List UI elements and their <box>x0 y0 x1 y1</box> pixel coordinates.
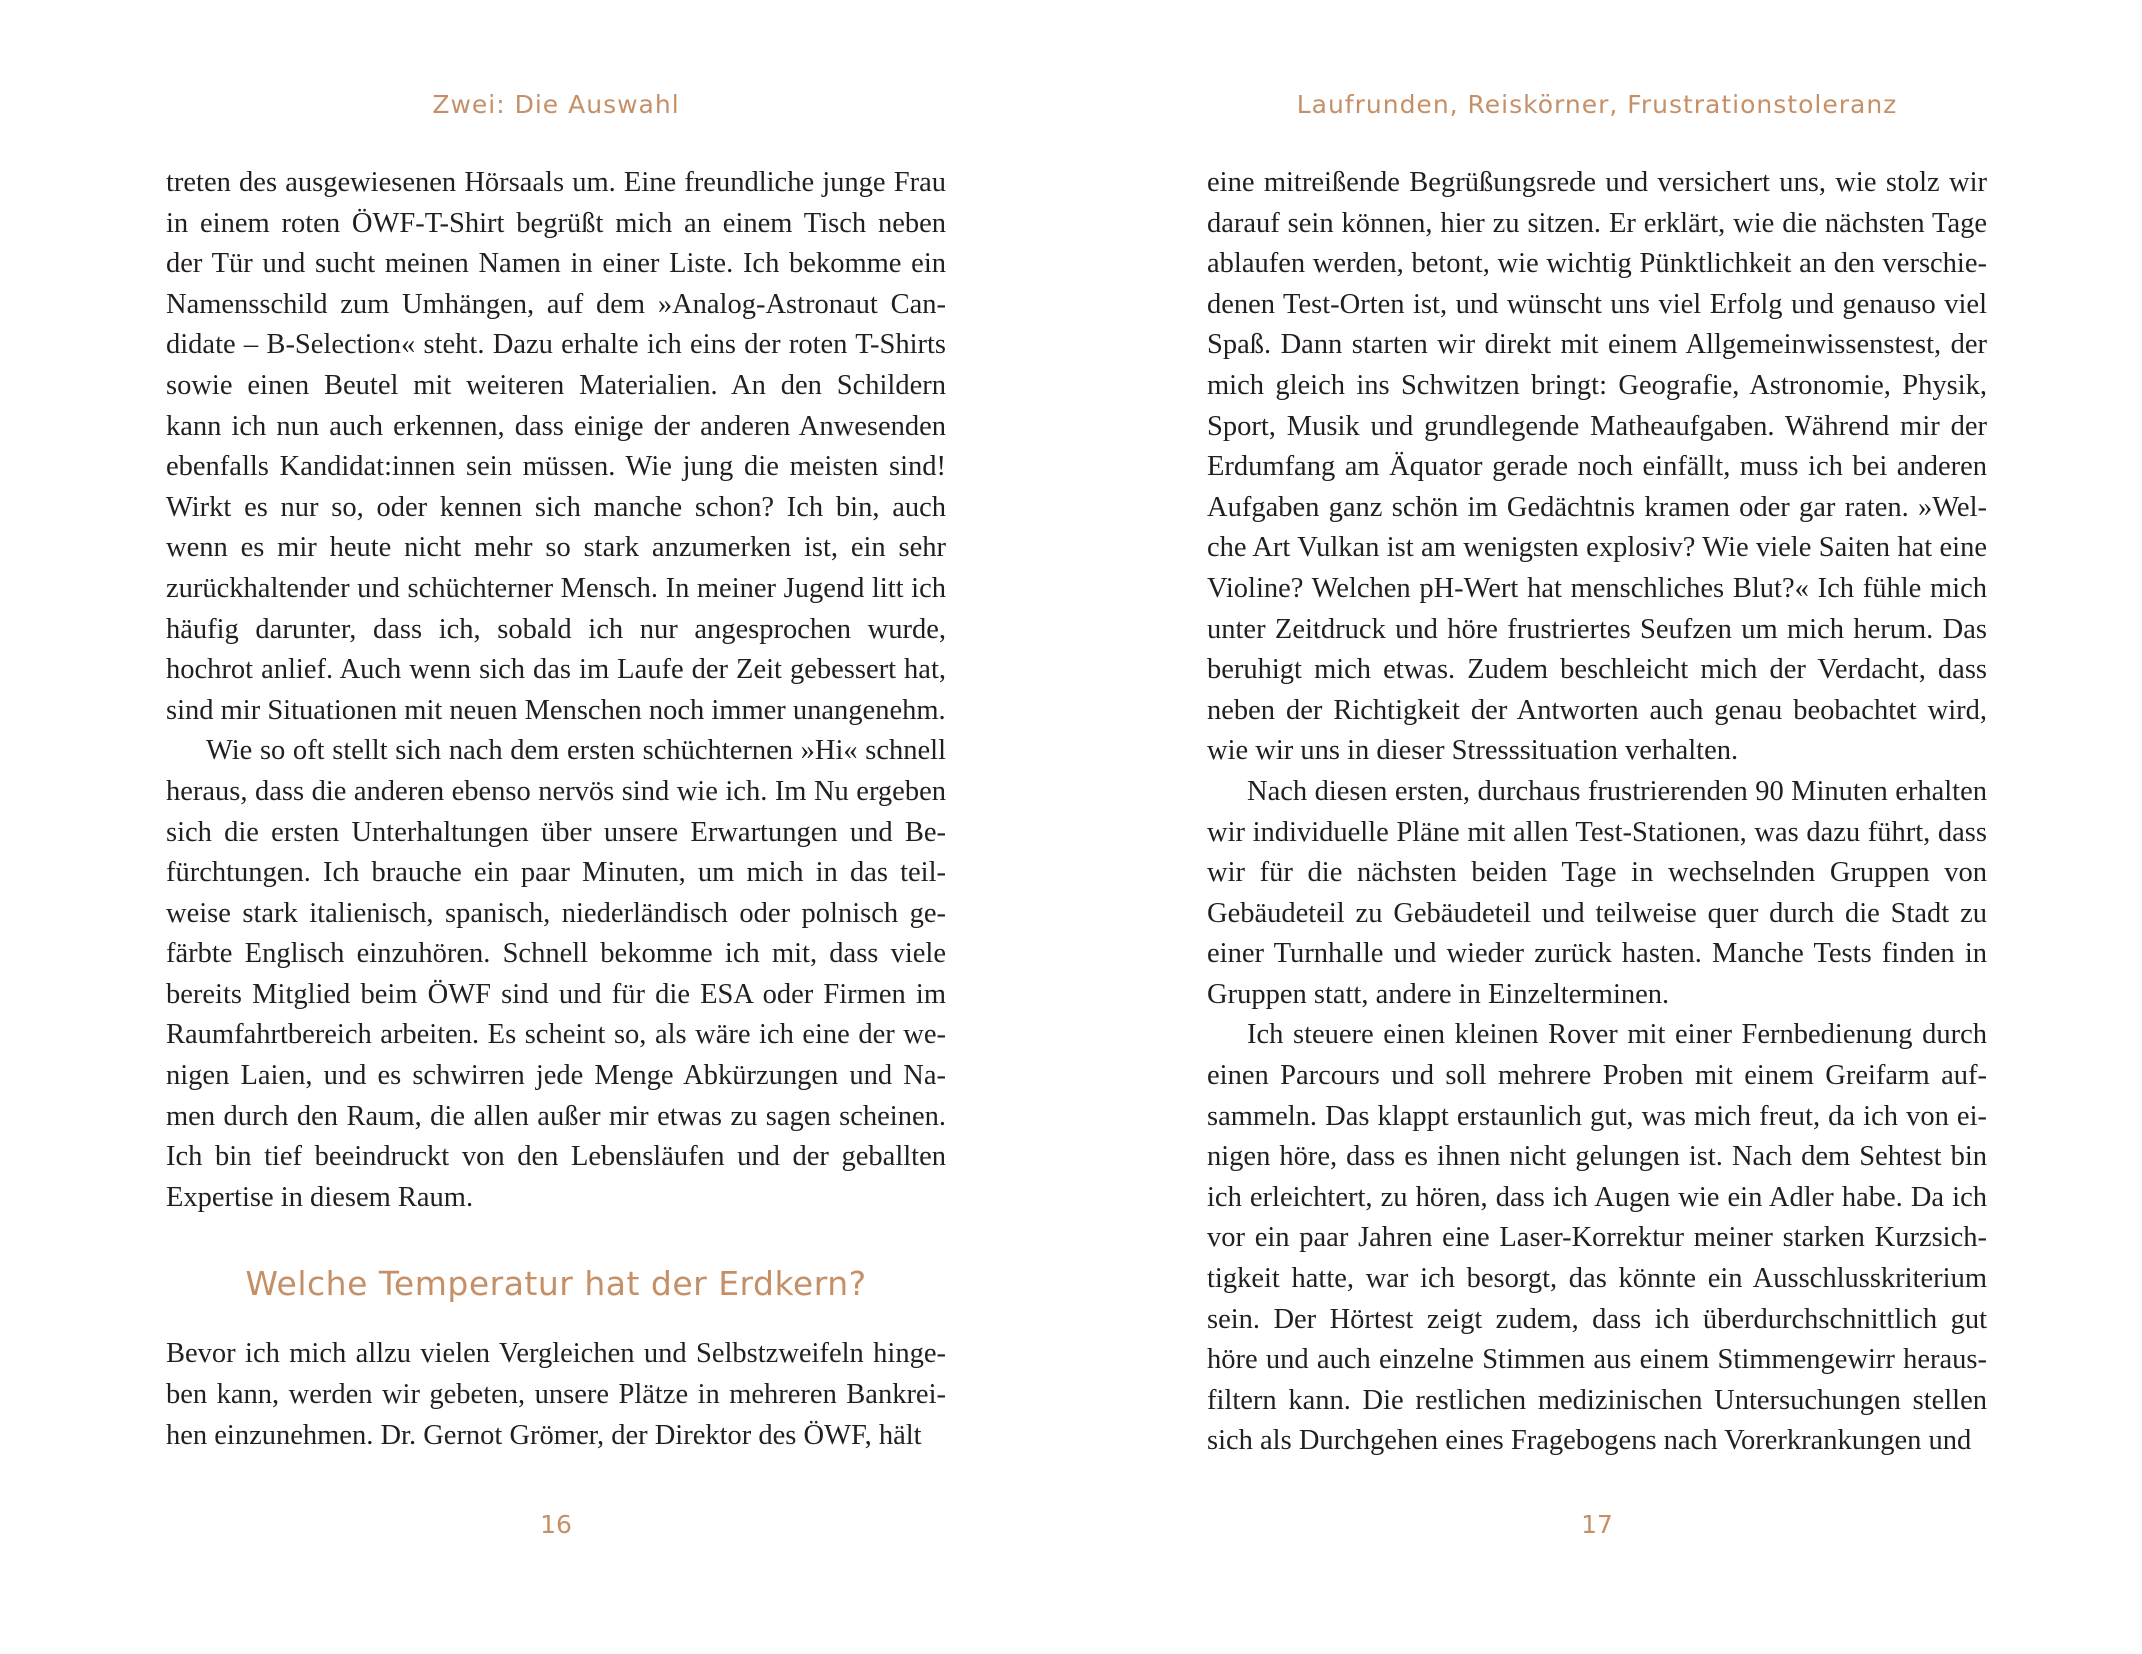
paragraph: eine mitreißende Begrüßungsrede und versichert uns, wie stolz wir darauf sein können, hier zu sitzen. Er erklärt, wie die nächsten Tage ablaufen werden, betont, wie wichtig Pünktlichkeit an den verschiedenen Test-Orten ist, und wünscht uns viel Erfolg und genauso viel Spaß. Dann starten wir direkt mit einem Allgemeinwissenstest, der mich gleich ins Schwitzen bringt: Geografie, Astronomie, Physik, Sport, Musik und grundlegende Matheaufgaben. Während mir der Erdumfang am Äquator gerade noch einfällt, muss ich bei anderen Aufgaben ganz schön im Gedächtnis kramen oder gar raten. »Welche Art Vulkan ist am wenigsten explosiv? Wie viele Saiten hat eine Violine? Welchen pH-Wert hat menschliches Blut?« Ich fühle mich unter Zeitdruck und höre frustriertes Seufzen um mich herum. Das beruhigt mich etwas. Zudem beschleicht mich der Verdacht, dass neben der Richtigkeit der Antworten auch genau beobachtet wird, wie wir uns in dieser Stresssituation verhalten. <box>1207 167 1987 767</box>
section-heading: Welche Temperatur hat der Erdkern? <box>245 1264 867 1304</box>
running-head-right: Laufrunden, Reiskörner, Frustrationstoleranz <box>1296 90 1898 119</box>
body-text-right <box>1207 163 1987 1462</box>
page-number-left: 16 <box>540 1510 572 1539</box>
right-page <box>1071 0 2142 1654</box>
paragraph: treten des ausgewiesenen Hörsaals um. Eine freundliche junge Frau in einem roten ÖWF-T-Shirt begrüßt mich an einem Tisch neben der Tür und sucht meinen Namen in einer Liste. Ich bekomme ein Namensschild zum Umhängen, auf dem »Analog-Astronaut Candidate – B-Selection« steht. Dazu erhalte ich eins der roten T-Shirts sowie einen Beutel mit weiteren Materialien. An den Schildern kann ich nun auch erkennen, dass einige der anderen Anwesenden ebenfalls Kandidat:innen sein müssen. Wie jung die meisten sind! Wirkt es nur so, oder kennen sich manche schon? Ich bin, auch wenn es mir heute nicht mehr so stark anzumerken ist, ein sehr zurückhaltender und schüchterner Mensch. In meiner Jugend litt ich häufig darunter, dass ich, sobald ich nur angesprochen wurde, hochrot anlief. Auch wenn sich das im Laufe der Zeit gebessert hat, sind mir Situationen mit neuen Menschen noch immer unangenehm. <box>166 167 946 726</box>
page-number-right: 17 <box>1581 1510 1613 1539</box>
paragraph: Nach diesen ersten, durchaus frustrierenden 90 Minuten erhalten wir individuelle Pläne mit allen Test-Stationen, was dazu führt, dass wir für die nächsten beiden Tage in wechselnden Gruppen von Gebäudeteil zu Gebäudeteil und teilweise quer durch die Stadt zu einer Turnhalle und wieder zurück hasten. Manche Tests finden in Gruppen statt, andere in Einzelterminen. <box>1207 775 1987 1010</box>
paragraph: Bevor ich mich allzu vielen Vergleichen und Selbstzweifeln hingeben kann, werden wir gebeten, unsere Plätze in mehreren Bankreihen einzunehmen. Dr. Gernot Grömer, der Direktor des ÖWF, hält <box>166 1338 946 1451</box>
paragraph: Wie so oft stellt sich nach dem ersten schüchternen »Hi« schnell heraus, dass die anderen ebenso nervös sind wie ich. Im Nu ergeben sich die ersten Unterhaltungen über unsere Erwartungen und Befürchtungen. Ich brauche ein paar Minuten, um mich in das teilweise stark italienisch, spanisch, niederländisch oder polnisch gefärbte Englisch einzuhören. Schnell bekomme ich mit, dass viele bereits Mitglied beim ÖWF sind und für die ESA oder Firmen im Raumfahrtbereich arbeiten. Es scheint so, als wäre ich eine der wenigen Laien, und es schwirren jede Menge Abkürzungen und Namen durch den Raum, die allen außer mir etwas zu sagen scheinen. Ich bin tief beeindruckt von den Lebensläufen und der geballten Expertise in diesem Raum. <box>166 735 946 1213</box>
paragraph: Ich steuere einen kleinen Rover mit einer Fernbedienung durch einen Parcours und soll mehrere Proben mit einem Greifarm aufsammeln. Das klappt erstaunlich gut, was mich freut, da ich von einigen höre, dass es ihnen nicht gelungen ist. Nach dem Sehtest bin ich erleichtert, zu hören, dass ich Augen wie ein Adler habe. Da ich vor ein paar Jahren eine Laser-Korrektur meiner starken Kurzsichtigkeit hatte, war ich besorgt, das könnte ein Ausschlusskriterium sein. Der Hörtest zeigt zudem, dass ich überdurchschnittlich gut höre und auch einzelne Stimmen aus einem Stimmengewirr herausfiltern kann. Die restlichen medizinischen Untersuchungen stellen sich als Durchgehen eines Fragebogens nach Vorerkrankungen und <box>1207 1019 1987 1457</box>
body-text-left <box>166 163 946 1456</box>
running-head-left: Zwei: Die Auswahl <box>432 90 680 119</box>
